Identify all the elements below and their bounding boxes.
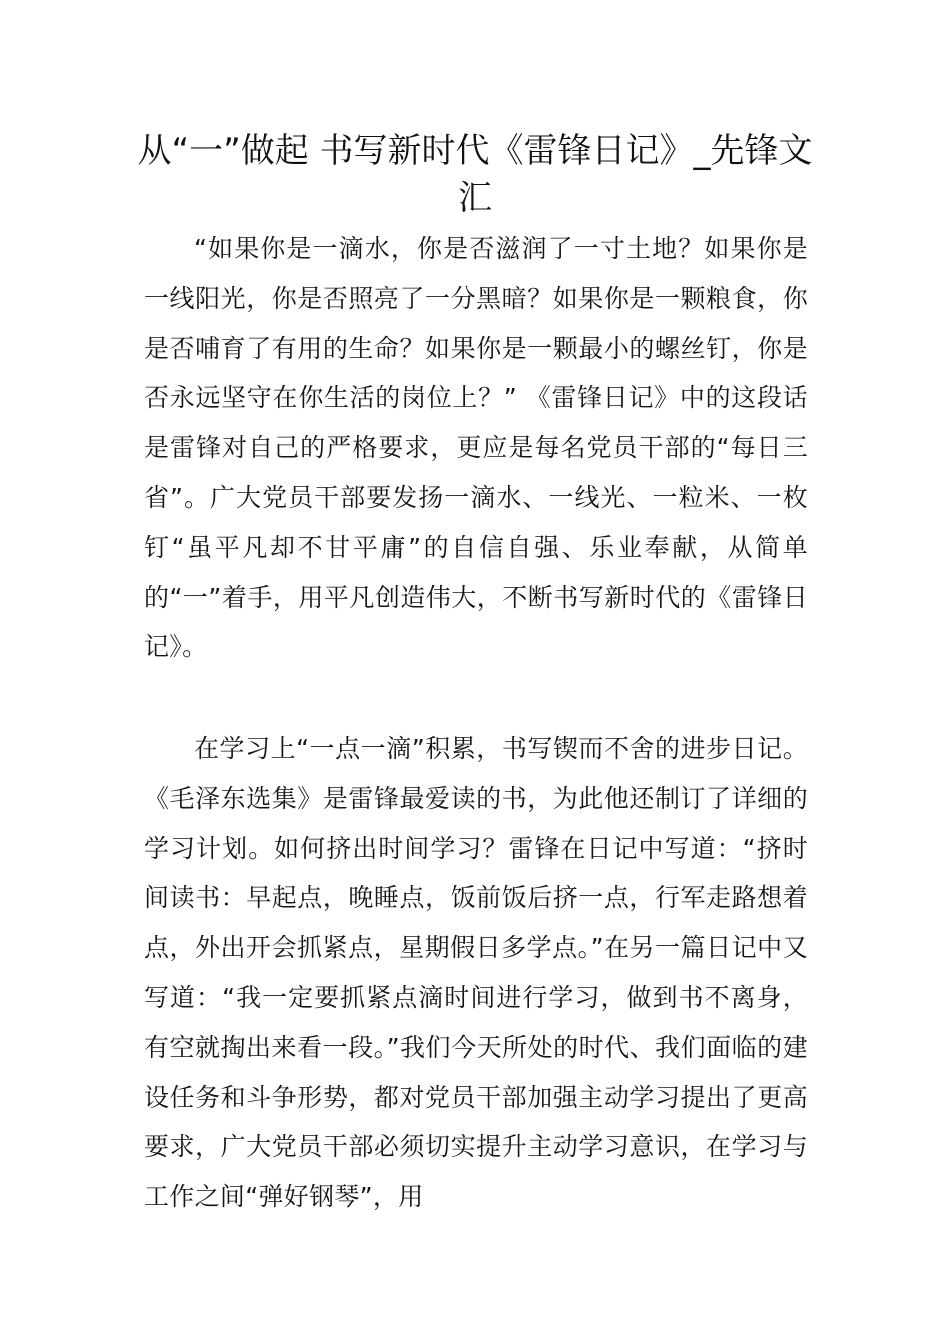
page-title: 从“一”做起 书写新时代《雷锋日记》_先锋文汇: [137, 131, 813, 218]
paragraph-2: 在学习上“一点一滴”积累，书写锲而不舍的进步日记。《毛泽东选集》是雷锋最爱读的书，为此他还制订了详细的学习计划。如何挤出时间学习？雷锋在日记中写道：“挤时间读书：早起点，晚睡点，饭前饭后挤一点，行军走路想着点，外出开会抓紧点，星期假日多学点。”在另一篇日记中又写道：“我一定要抓紧点滴时间进行学习，做到书不离身，有空就掏出来看一段。”我们今天所处的时代、我们面临的建设任务和斗争形势，都对党员干部加强主动学习提出了更高要求，广大党员干部必须切实提升主动学习意识，在学习与工作之间“弹好钢琴”，用: [144, 734, 808, 1212]
paragraph-1: “如果你是一滴水，你是否滋润了一寸土地？如果你是一线阳光，你是否照亮了一分黑暗？如果你是一颗粮食，你是否哺育了有用的生命？如果你是一颗最小的螺丝钉，你是否永远坚守在你生活的岗位上？” 《雷锋日记》中的这段话是雷锋对自己的严格要求，更应是每名党员干部的“每日三省”。广大党员干部要发扬一滴水、一线光、一粒米、一枚钉“虽平凡却不甘平庸”的自信自强、乐业奉献，从简单的“一”着手，用平凡创造伟大，不断书写新时代的《雷锋日记》。: [144, 234, 808, 662]
